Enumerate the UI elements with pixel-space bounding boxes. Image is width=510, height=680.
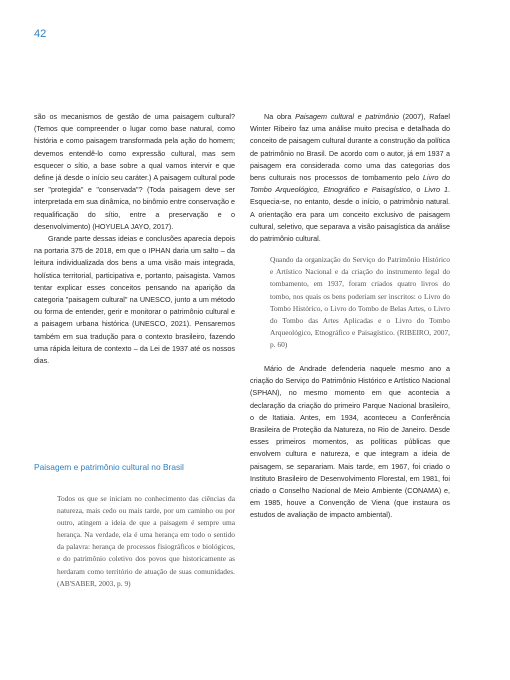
block-quote-absaber: Todos os que se iniciam no conhecimento das ciências da natureza, mais cedo ou mais tarde, por um caminho ou por outro, atingem a ideia de que a paisagem é sempre uma herança. Na verdade, ela é uma herança em todo o sentido da palavra: herança de processos fisiográficos e biológicos, e do patrimônio coletivo dos povos que historicamente as herdaram como território de atuação de suas comunidades. (AB'SABER, 2003, p. 9)	[57, 494, 235, 588]
right-column	[250, 111, 450, 522]
book-title-livro-1: Livro 1	[424, 185, 448, 195]
page-number: 42	[34, 28, 47, 40]
block-quote-ribeiro: Quando da organização do Serviço do Patrimônio Histórico e Artístico Nacional e da criação do instrumento legal do tombamento, em 1937, foram criados quatro livros do tombo, nos quais os bens poderiam ser inscritos: o Livro do Tombo Histórico, o Livro do Tombo de Belas Artes, o Livro do Tombo das Artes Aplicadas e o Livro do Tombo Arqueológico, Etnográfico e Paisagístico. (RIBEIRO, 2007, p. 60)	[270, 255, 450, 349]
right-p1-text-b: (2007), Rafael Winter Ribeiro faz uma análise muito precisa e detalhada do conceito de paisagem cultural durante a construção da política de patrimônio no Brasil. De acordo com o autor, já em 1937 a paisagem era considerada como uma das categorias dos bens culturais nos processos de tombamento pelo	[250, 112, 450, 183]
book-title-livro-tombo: Livro do Tombo Arqueológico, Etnográfico e Paisagístico	[250, 173, 450, 195]
right-p1-text-d: . Esquecia-se, no entanto, desde o início, o patrimônio natural. A orientação era para um conceito exclusivo de paisagem cultural, seletivo, que separava a visão paisagística da análise do patrimônio cultural.	[250, 185, 450, 244]
left-paragraph-2: Grande parte dessas ideias e conclusões aparecia depois na portaria 375 de 2018, em que o IPHAN daria um salto – da leitura individualizada dos bens a uma visão mais integrada, holística territorial, participativa e, portanto, paisagista. Vamos tentar explicar esses conceitos pensando na aparição da categoria "paisagem cultural" na UNESCO, junto a um método ou forma de entender, gerir e monitorar o patrimônio cultural e a paisagem urbana histórica (UNESCO, 2021). Pensaremos também em sua tradução para o contexto brasileiro, fazendo uma rápida leitura de contexto – da Lei de 1937 até os nossos dias.	[34, 234, 235, 366]
section-heading: Paisagem e patrimônio cultural no Brasil	[34, 462, 184, 472]
left-column	[34, 111, 235, 367]
right-p1-text-c: , o	[410, 185, 425, 195]
book-title-paisagem: Paisagem cultural e patrimônio	[295, 112, 399, 121]
left-paragraph-1: são os mecanismos de gestão de uma paisagem cultural? (Temos que compreender o lugar como base natural, como história e como paisagem transformada pela ação do homem; devemos entendê-lo como expressão cultural, mas sem esquecer o sítio, a base sobre a qual vamos intervir e que define já desde o início seu caráter.) A paisagem cultural pode ser "protegida" e "conservada"? (Toda paisagem deve ser interpretada em sua dinâmica, no binômio entre conservação e requalificação do sítio, entre a preservação e o desenvolvimento) (HOYUELA JAYO, 2017).	[34, 112, 235, 231]
right-paragraph-2: Mário de Andrade defenderia naquele mesmo ano a criação do Serviço do Patrimônio Histórico e Artístico Nacional (SPHAN), no mesmo momento em que acontecia a declaração da criação do primeiro Parque Nacional brasileiro, o de Itatiaia. Antes, em 1934, aconteceu a Conferência Brasileira de Proteção da Natureza, no Rio de Janeiro. Desde esses primeiros momentos, as políticas públicas que envolvem cultura e natureza, e que integram a ideia de paisagem, se separariam. Mais tarde, em 1967, foi criado o Instituto Brasileiro de Desenvolvimento Florestal, em 1981, foi criado o Conselho Nacional de Meio Ambiente (CONAMA) e, em 1985, houve a Convenção de Viena (que instaura os estudos de avaliação de impacto ambiental).	[250, 363, 450, 520]
right-paragraph-1	[250, 111, 450, 245]
right-p1-text-a: Na obra	[264, 112, 296, 121]
